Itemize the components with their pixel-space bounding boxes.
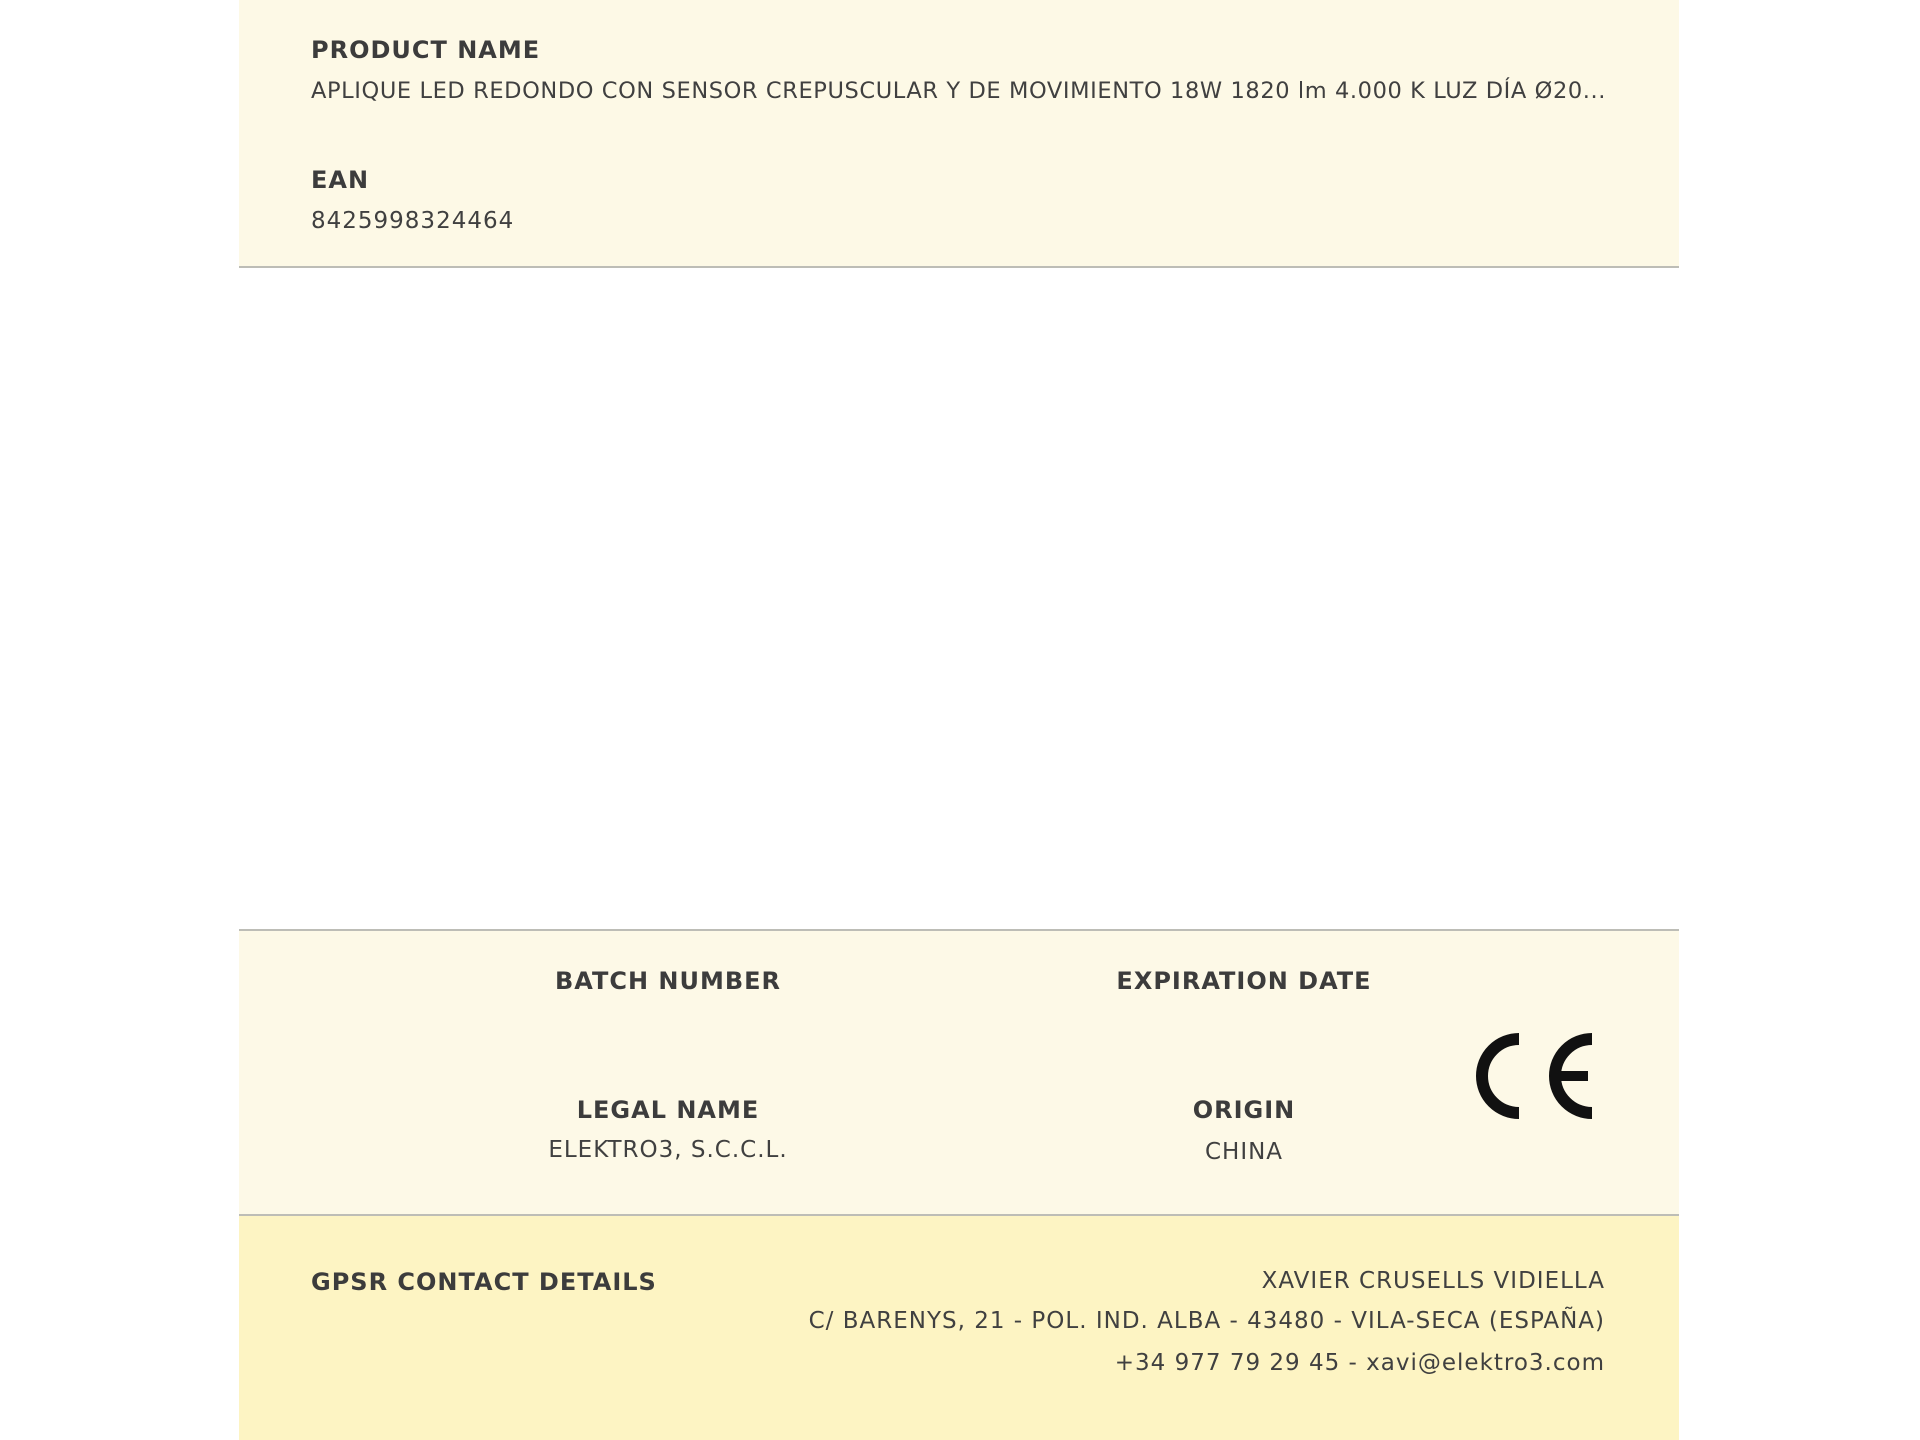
ean-value: 8425998324464 bbox=[311, 208, 515, 234]
gpsr-contact-label: GPSR CONTACT DETAILS bbox=[311, 1268, 657, 1296]
product-name-value: APLIQUE LED REDONDO CON SENSOR CREPUSCULAR Y DE MOVIMIENTO 18W 1820 lm 4.000 K LUZ DÍA Ø20... bbox=[311, 78, 1607, 104]
product-details-section bbox=[239, 929, 1679, 1216]
expiration-date-label: EXPIRATION DATE bbox=[1116, 967, 1372, 995]
blank-content-area bbox=[239, 268, 1679, 929]
batch-number-label: BATCH NUMBER bbox=[554, 967, 782, 995]
origin-value: CHINA bbox=[1204, 1139, 1284, 1165]
product-header-section bbox=[239, 0, 1679, 268]
product-label-sheet bbox=[239, 0, 1679, 1440]
ce-mark-icon bbox=[1475, 1031, 1605, 1121]
gpsr-contact-address: C/ BARENYS, 21 - POL. IND. ALBA - 43480 - VILA-SECA (ESPAÑA) bbox=[808, 1308, 1605, 1334]
gpsr-contact-name: XAVIER CRUSELLS VIDIELLA bbox=[1261, 1268, 1605, 1294]
origin-label: ORIGIN bbox=[1192, 1096, 1296, 1124]
legal-name-value: ELEKTRO3, S.C.C.L. bbox=[548, 1137, 788, 1163]
gpsr-contact-section bbox=[239, 1216, 1679, 1440]
legal-name-label: LEGAL NAME bbox=[576, 1096, 760, 1124]
gpsr-contact-phone-email: +34 977 79 29 45 - xavi@elektro3.com bbox=[1114, 1350, 1605, 1376]
ean-label: EAN bbox=[311, 166, 370, 194]
product-name-label: PRODUCT NAME bbox=[311, 36, 541, 64]
